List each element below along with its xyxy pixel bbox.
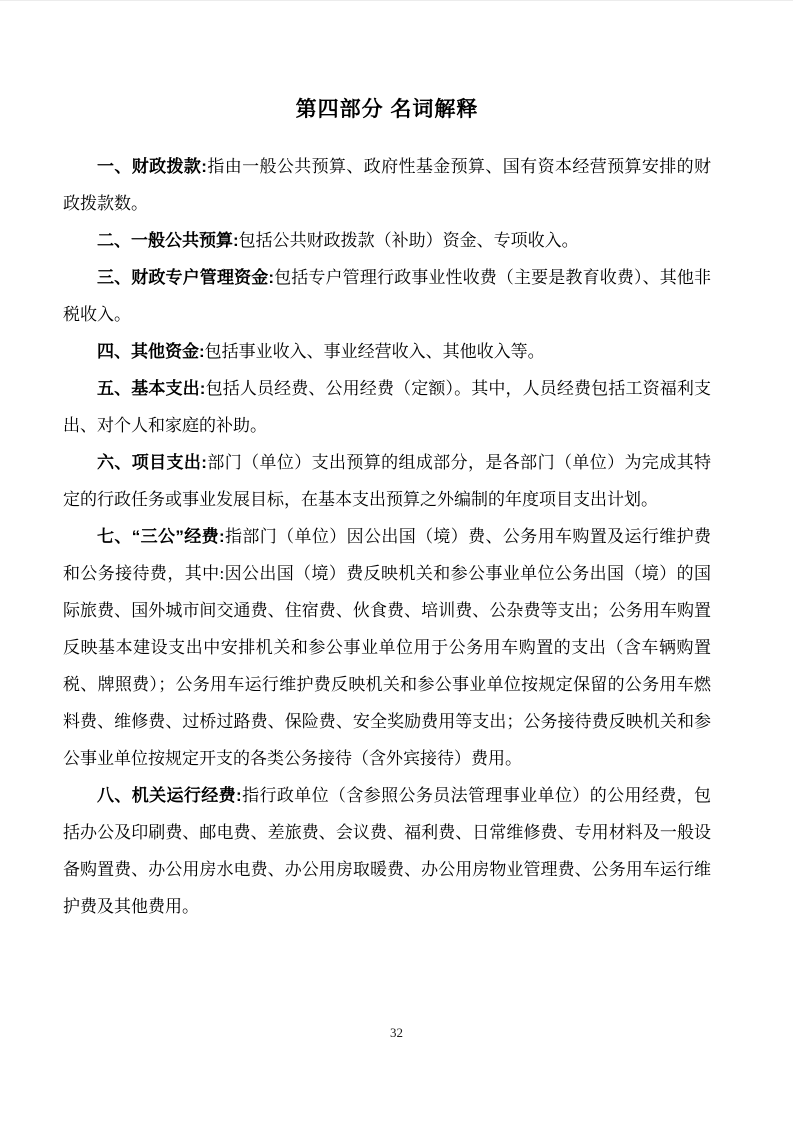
term-definition-6: 部门（单位）支出预算的组成部分，是各部门（单位）为完成其特定的行政任务或事业发展目标，在基本支出预算之外编制的年度项目支出计划。 [63, 453, 711, 509]
term-label-4: 四、其他资金: [97, 342, 205, 361]
term-definition-2: 包括公共财政拨款（补助）资金、专项收入。 [238, 231, 579, 250]
term-label-7: 七、“三公”经费: [97, 527, 225, 546]
term-label-1: 一、财政拨款: [97, 157, 207, 176]
term-paragraph-2 [63, 222, 711, 259]
term-paragraph-4 [63, 333, 711, 370]
term-label-5: 五、基本支出: [97, 379, 206, 398]
term-label-6: 六、项目支出: [97, 453, 207, 472]
term-definition-7: 指部门（单位）因公出国（境）费、公务用车购置及运行维护费和公务接待费，其中:因公出国（境）费反映机关和参公事业单位公务出国（境）的国际旅费、国外城市间交通费、住宿费、伙食费、培训费、公杂费等支出；公务用车购置反映基本建设支出中安排机关和参公事业单位用于公务用车购置的支出（含车辆购置税、牌照费）；公务用车运行维护费反映机关和参公事业单位按规定保留的公务用车燃料费、维修费、过桥过路费、保险费、安全奖励费用等支出；公务接待费反映机关和参公事业单位按规定开支的各类公务接待（含外宾接待）费用。 [63, 527, 711, 768]
term-definition-8: 指行政单位（含参照公务员法管理事业单位）的公用经费，包括办公及印刷费、邮电费、差旅费、会议费、福利费、日常维修费、专用材料及一般设备购置费、办公用房水电费、办公用房取暖费、办公用房物业管理费、公务用车运行维护费及其他费用。 [63, 786, 711, 916]
term-definition-4: 包括事业收入、事业经营收入、其他收入等。 [204, 342, 545, 361]
term-definition-3: 包括专户管理行政事业性收费（主要是教育收费）、其他非税收入。 [63, 268, 712, 324]
term-definition-5: 包括人员经费、公用经费（定额）。其中，人员经费包括工资福利支出、对个人和家庭的补助。 [63, 379, 711, 435]
term-definition-1: 指由一般公共预算、政府性基金预算、国有资本经营预算安排的财政拨款数。 [63, 157, 711, 213]
page-title: 第四部分 名词解释 [295, 98, 479, 121]
term-label-8: 八、机关运行经费: [97, 786, 242, 805]
term-paragraph-7 [63, 518, 711, 777]
term-paragraph-8 [63, 777, 711, 925]
document-content [63, 96, 711, 925]
term-paragraph-5 [63, 370, 711, 444]
term-paragraph-1 [63, 148, 711, 222]
term-paragraph-3 [63, 259, 711, 333]
term-label-3: 三、财政专户管理资金: [97, 268, 275, 287]
term-label-2: 二、一般公共预算: [97, 231, 239, 250]
page-number: 32 [390, 1025, 403, 1040]
term-paragraph-6 [63, 444, 711, 518]
